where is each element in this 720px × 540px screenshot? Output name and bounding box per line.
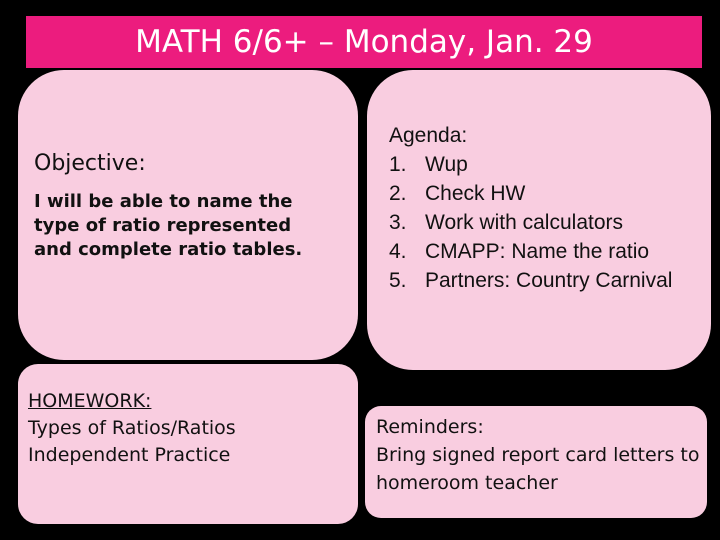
- homework-line: Types of Ratios/Ratios: [28, 417, 236, 439]
- agenda-item-text: Wup: [425, 153, 468, 176]
- reminders-text: Bring signed report card letters to homeroom teacher: [376, 444, 700, 494]
- agenda-item-number: 5.: [389, 269, 407, 292]
- agenda-list: [389, 150, 711, 295]
- page-title: MATH 6/6+ – Monday, Jan. 29: [26, 16, 702, 68]
- agenda-item-text: Work with calculators: [425, 211, 624, 234]
- agenda-item-text: Partners: Country Carnival: [425, 269, 673, 292]
- reminders-heading: Reminders:: [376, 416, 484, 438]
- agenda-item: [389, 150, 711, 179]
- objective-heading: Objective:: [34, 151, 146, 176]
- homework-heading: HOMEWORK:: [28, 390, 152, 412]
- homework-panel: [18, 364, 358, 524]
- agenda-item: [389, 266, 711, 295]
- agenda-item-number: 4.: [389, 240, 407, 263]
- agenda-item-number: 3.: [389, 211, 407, 234]
- agenda-item-text: Check HW: [425, 182, 526, 205]
- agenda-item-number: 1.: [389, 153, 407, 176]
- agenda-panel: [367, 70, 711, 370]
- objective-panel: [18, 70, 358, 360]
- agenda-item: [389, 237, 711, 266]
- reminders-panel: [365, 406, 707, 518]
- agenda-item-number: 2.: [389, 182, 407, 205]
- agenda-item: [389, 208, 711, 237]
- homework-line: Independent Practice: [28, 444, 231, 466]
- agenda-item-text: CMAPP: Name the ratio: [425, 240, 650, 263]
- agenda-heading: Agenda:: [389, 124, 468, 147]
- agenda-item: [389, 179, 711, 208]
- objective-text: I will be able to name the type of ratio represented and complete ratio tables.: [34, 191, 303, 260]
